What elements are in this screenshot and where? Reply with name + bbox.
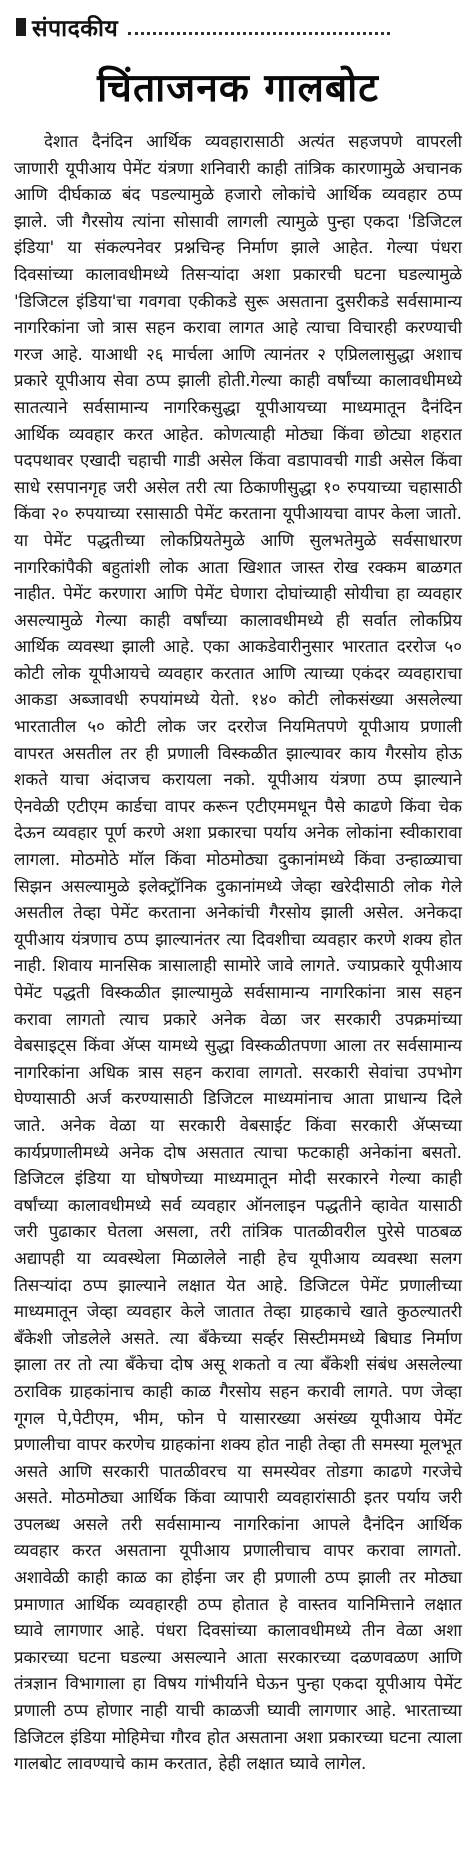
section-label: संपादकीय [32,16,119,42]
headline-container [14,54,462,118]
dotted-divider [128,32,390,35]
square-bullet-icon [16,18,26,36]
article-body: देशात दैनंदिन आर्थिक व्यवहारासाठी अत्यंत सहजपणे वापरली जाणारी यूपीआय पेमेंट यंत्रणा शनिवारी काही तांत्रिक कारणामुळे अचानक आणि दीर्घकाळ बंद पडल्यामुळे हजारो लोकांचे आर्थिक व्यवहार ठप्प झाले. जी गैरसोय त्यांना सोसावी लागली त्यामुळे पुन्हा एकदा 'डिजिटल इंडिया' या संकल्पनेवर प्रश्नचिन्ह निर्माण झाले आहेत. गेल्या पंधरा दिवसांच्या कालावधीमध्ये तिसऱ्यांदा अशा प्रकारची घटना घडल्यामुळे 'डिजिटल इंडिया'चा गवगवा एकीकडे सुरू असताना दुसरीकडे सर्वसामान्य नागरिकांना जो त्रास सहन करावा लागत आहे त्याचा विचारही करण्याची गरज आहे. याआधी २६ मार्चला आणि त्यानंतर २ एप्रिललासुद्धा अशाच प्रकारे यूपीआय सेवा ठप्प झाली होती.गेल्या काही वर्षांच्या कालावधीमध्ये सातत्याने सर्वसामान्य नागरिकसुद्धा यूपीआयच्या माध्यमातून दैनंदिन आर्थिक व्यवहार करत आहेत. कोणत्याही मोठ्या किंवा छोट्या शहरात पदपथावर एखादी चहाची गाडी असेल किंवा वडापावची गाडी असेल किंवा साधे रसपानगृह जरी असेल तरी त्या ठिकाणीसुद्धा १० रुपयाच्या चहासाठी किंवा २० रुपयाच्या रसासाठी पेमेंट करताना यूपीआयचा वापर केला जातो. या पेमेंट पद्धतीच्या लोकप्रियतेमुळे आणि सुलभतेमुळे सर्वसाधारण नागरिकांपैकी बहुतांशी लोक आता खिशात जास्त रोख रक्कम बाळगत नाहीत. पेमेंट करणारा आणि पेमेंट घेणारा दोघांच्याही सोयीचा हा व्यवहार असल्यामुळे गेल्या काही वर्षांच्या कालावधीमध्ये ही सर्वात लोकप्रिय आर्थिक व्यवस्था झाली आहे. एका आकडेवारीनुसार भारतात दररोज ५० कोटी लोक यूपीआयचे व्यवहार करतात आणि त्याच्या एकंदर व्यवहाराचा आकडा अब्जावधी रुपयांमध्ये येतो. १४० कोटी लोकसंख्या असलेल्या भारतातील ५० कोटी लोक जर दररोज नियमितपणे यूपीआय प्रणाली वापरत असतील तर ही प्रणाली विस्कळीत झाल्यावर काय गैरसोय होऊ शकते याचा अंदाजच करायला नको. यूपीआय यंत्रणा ठप्प झाल्याने ऐनवेळी एटीएम कार्डचा वापर करून एटीएममधून पैसे काढणे किंवा चेक देऊन व्यवहार पूर्ण करणे अशा प्रकारचा पर्याय अनेक लोकांना स्वीकारावा लागला. मोठमोठे मॉल किंवा मोठमोठ्या दुकानांमध्ये किंवा उन्हाळ्याचा सिझन असल्यामुळे इलेक्ट्रॉनिक दुकानांमध्ये जेव्हा खरेदीसाठी लोक गेले असतील तेव्हा पेमेंट करताना अनेकांची गैरसोय झाली असेल. अनेकदा यूपीआय यंत्रणाच ठप्प झाल्यानंतर त्या दिवशीचा व्यवहार करणे शक्य होत नाही. शिवाय मानसिक त्रासालाही सामोरे जावे लागते. ज्याप्रकारे यूपीआय पेमेंट पद्धती विस्कळीत झाल्यामुळे सर्वसामान्य नागरिकांना त्रास सहन करावा लागतो त्याच प्रकारे अनेक वेळा जर सरकारी उपक्रमांच्या वेबसाइट्स किंवा ॲप्स यामध्ये सुद्धा विस्कळीतपणा आला तर सर्वसामान्य नागरिकांना अधिक त्रास सहन करावा लागतो. सरकारी सेवांचा उपभोग घेण्यासाठी अर्ज करण्यासाठी डिजिटल माध्यमांनाच आता प्राधान्य दिले जाते. अनेक वेळा या सरकारी वेबसाईट किंवा सरकारी ॲप्सच्या कार्यप्रणालीमध्ये अनेक दोष असतात त्याचा फटकाही अनेकांना बसतो. डिजिटल इंडिया या घोषणेच्या माध्यमातून मोदी सरकारने गेल्या काही वर्षांच्या कालावधीमध्ये सर्व व्यवहार ऑनलाइन पद्धतीने व्हावेत यासाठी जरी पुढाकार घेतला असला, तरी तांत्रिक पातळीवरील पुरेसे पाठबळ अद्यापही या व्यवस्थेला मिळालेले नाही हेच यूपीआय व्यवस्था सलग तिसऱ्यांदा ठप्प झाल्याने लक्षात येत आहे. डिजिटल पेमेंट प्रणालीच्या माध्यमातून जेव्हा व्यवहार केले जातात तेव्हा ग्राहकाचे खाते कुठल्यातरी बँकेशी जोडलेले असते. त्या बँकेच्या सर्व्हर सिस्टीममध्ये बिघाड निर्माण झाला तर तो त्या बँकेचा दोष असू शकतो व त्या बँकेशी संबंध असलेल्या ठराविक ग्राहकांनाच काही काळ गैरसोय सहन करावी लागते. पण जेव्हा गूगल पे,पेटीएम, भीम, फोन पे यासारख्या असंख्य यूपीआय पेमेंट प्रणालीचा वापर करणेच ग्राहकांना शक्य होत नाही तेव्हा ती समस्या मूलभूत असते आणि सरकारी पातळीवरच या समस्येवर तोडगा काढणे गरजेचे असते. मोठमोठ्या आर्थिक किंवा व्यापारी व्यवहारांसाठी इतर पर्याय जरी उपलब्ध असले तरी सर्वसामान्य नागरिकांना आपले दैनंदिन आर्थिक व्यवहार करत असताना यूपीआय प्रणालीचाच वापर करावा लागतो. अशावेळी काही काळ का होईना जर ही प्रणाली ठप्प झाली तर मोठ्या प्रमाणात आर्थिक व्यवहारही ठप्प होतात हे वास्तव यानिमित्ताने लक्षात घ्यावे लागणार आहे. पंधरा दिवसांच्या कालावधीमध्ये तीन वेळा अशा प्रकारच्या घटना घडल्या असल्याने आता सरकारच्या दळणवळण आणि तंत्रज्ञान विभागाला हा विषय गांभीर्याने घेऊन पुन्हा एकदा यूपीआय पेमेंट प्रणाली ठप्प होणार नाही याची काळजी घ्यावी लागणार आहे. भारताच्या डिजिटल इंडिया मोहिमेचा गौरव होत असताना अशा प्रकारच्या घटना त्याला गालबोट लावण्याचे काम करतात, हेही लक्षात घ्यावे लागेल. [14,131,462,1774]
section-header [14,0,462,54]
article-headline: चिंताजनक गालबोट [97,65,379,111]
